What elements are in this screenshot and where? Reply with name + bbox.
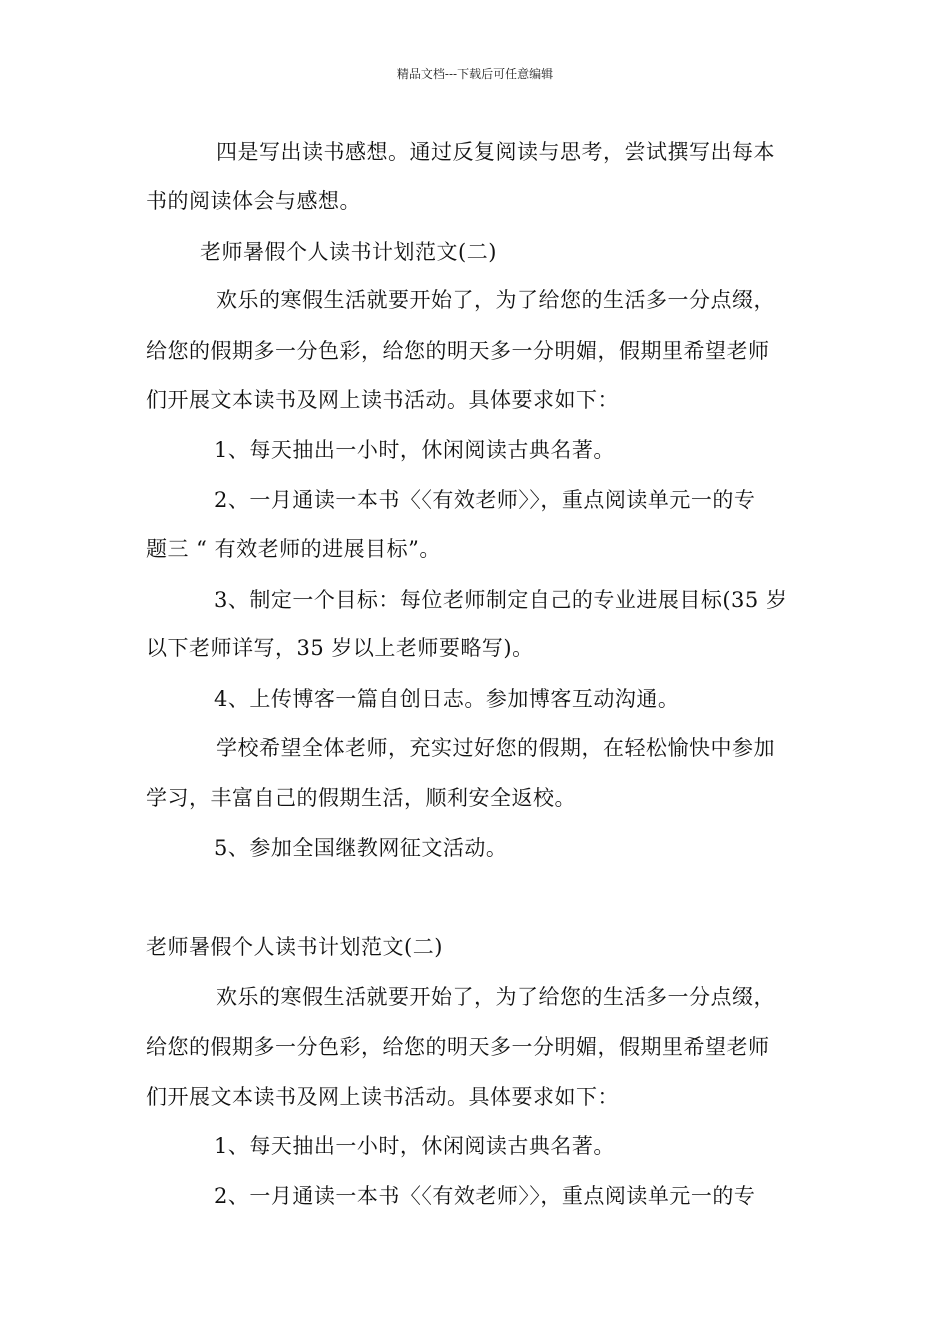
paragraph-line: 学校希望全体老师，充实过好您的假期，在轻松愉快中参加: [216, 736, 775, 760]
list-item: 2、一月通读一本书〈〈有效老师〉〉，重点阅读单元一的专: [214, 1184, 756, 1208]
paragraph-line: 给您的假期多一分色彩，给您的明天多一分明媚，假期里希望老师: [146, 339, 770, 363]
list-item: 3、制定一个目标：每位老师制定自己的专业进展目标(35 岁: [214, 588, 788, 612]
list-item: 2、一月通读一本书〈〈有效老师〉〉，重点阅读单元一的专: [214, 488, 756, 512]
paragraph-line: 欢乐的寒假生活就要开始了，为了给您的生活多一分点缀，: [216, 985, 775, 1009]
list-item: 4、上传博客一篇自创日志。参加博客互动沟通。: [214, 687, 680, 711]
page-header: 精品文档---下载后可任意编辑: [396, 67, 554, 81]
paragraph-line: 欢乐的寒假生活就要开始了，为了给您的生活多一分点缀，: [216, 288, 775, 312]
section-heading: 老师暑假个人读书计划范文(二): [200, 240, 497, 264]
paragraph-line: 以下老师详写，35 岁以上老师要略写)。: [146, 636, 534, 660]
paragraph-line: 们开展文本读书及网上读书活动。具体要求如下：: [146, 388, 619, 412]
list-item: 1、每天抽出一小时，休闲阅读古典名著。: [214, 1134, 615, 1158]
list-item: 1、每天抽出一小时，休闲阅读古典名著。: [214, 438, 615, 462]
paragraph-line: 们开展文本读书及网上读书活动。具体要求如下：: [146, 1085, 619, 1109]
paragraph-line: 书的阅读体会与感想。: [146, 189, 361, 213]
paragraph-line: 学习，丰富自己的假期生活，顺利安全返校。: [146, 786, 576, 810]
paragraph-line: 四是写出读书感想。通过反复阅读与思考，尝试撰写出每本: [216, 140, 775, 164]
list-item: 5、参加全国继教网征文活动。: [214, 836, 508, 860]
paragraph-line: 题三 “ 有效老师的进展目标”。: [146, 537, 441, 561]
section-heading: 老师暑假个人读书计划范文(二): [146, 935, 443, 959]
paragraph-line: 给您的假期多一分色彩，给您的明天多一分明媚，假期里希望老师: [146, 1035, 770, 1059]
